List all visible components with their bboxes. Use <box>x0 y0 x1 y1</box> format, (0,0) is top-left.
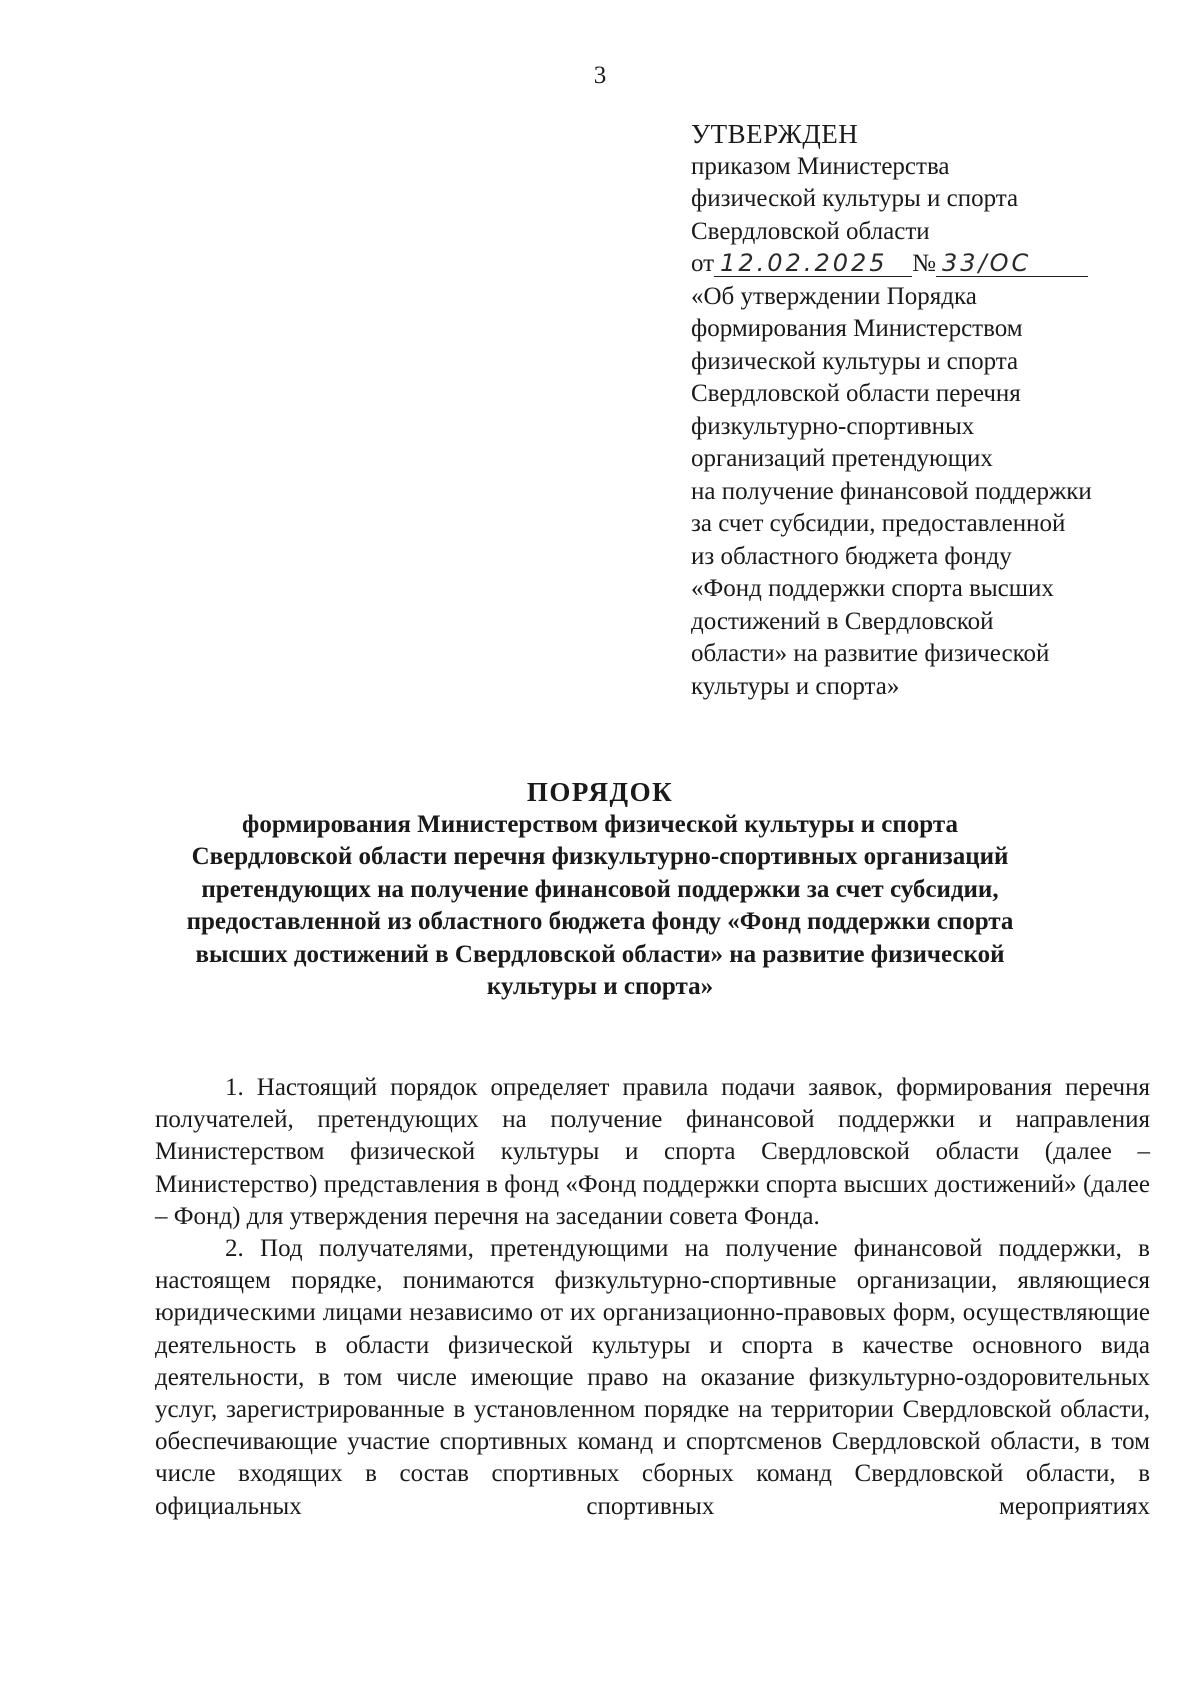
approval-title-line: за счет субсидии, предоставленной <box>691 510 1066 537</box>
paragraph-2: 2. Под получателями, претендующими на получение финансовой поддержки, в настоящем порядке, понимаются физкультурно-спортивные организации, являющиеся юридическими лицами независимо от их организационно-правовых форм, осуществляющие деятельность в области физической культуры и спорта в качестве основного вида деятельности, в том числе имеющие право на оказание физкультурно-оздоровительных услуг, зарегистрированные в установленном порядке на территории Свердловской области, обеспечивающие участие спортивных команд и спортсменов Свердловской области, в том числе входящих в состав спортивных сборных команд Свердловской области, в официальных спортивных мероприятиях <box>155 1235 1150 1520</box>
handwritten-date: 12.02.2025 <box>714 250 912 277</box>
approval-stamp: УТВЕРЖДЕН <box>691 119 859 149</box>
approval-line: физической культуры и спорта <box>691 185 1019 212</box>
approval-title-line: «Об утверждении Порядка <box>691 282 977 310</box>
approval-title-line: на получение финансовой поддержки <box>691 477 1092 505</box>
approval-title-line: достижений в Свердловской <box>691 607 994 635</box>
approval-title-line: Свердловской области перечня <box>691 380 1021 407</box>
paragraph-1: 1. Настоящий порядок определяет правила подачи заявок, формирования перечня получателей, претендующих на получение финансовой поддержки и направления Министерством физической культуры и спорта Свердловской области (далее – Министерство) представления в фонд «Фонд поддержки спорта высших достижений» (далее – Фонд) для утверждения перечня на заседании совета Фонда. <box>155 1074 1150 1230</box>
approval-line: приказом Министерства <box>691 152 950 180</box>
approval-title-line: культуры и спорта» <box>691 672 900 700</box>
approval-title-line: области» на развитие физической <box>691 640 1050 667</box>
date-prefix: от <box>691 250 715 277</box>
document-title <box>150 776 1050 1004</box>
number-prefix: № <box>912 250 936 277</box>
document-subtitle-line: культуры и спорта» <box>486 973 714 1000</box>
approval-title-line: «Фонд поддержки спорта высших <box>691 575 1054 602</box>
approval-title-line: организаций претендующих <box>691 445 993 472</box>
approval-title-line: физкультурно-спортивных <box>691 412 975 440</box>
document-subtitle-line: формирования Министерством физической культуры и спорта <box>242 810 958 838</box>
approval-title-line: формирования Министерством <box>691 315 1023 342</box>
document-heading: ПОРЯДОК <box>526 777 674 807</box>
document-subtitle-line: Свердловской области перечня физкультурно-спортивных организаций <box>191 843 1009 870</box>
page-number: 3 <box>593 62 607 89</box>
approval-date-line <box>691 248 1151 281</box>
approval-block <box>691 118 1151 703</box>
approval-title-line: из областного бюджета фонду <box>691 542 1012 570</box>
document-subtitle-line: высших достижений в Свердловской области» на развитие физической <box>195 940 1005 968</box>
document-subtitle-line: претендующих на получение финансовой поддержки за счет субсидии, <box>201 875 999 903</box>
document-body <box>155 1072 1150 1523</box>
handwritten-number: 33/ОС <box>936 250 1088 277</box>
document-subtitle-line: предоставленной из областного бюджета фонду «Фонд поддержки спорта <box>186 908 1014 935</box>
approval-title-line: физической культуры и спорта <box>691 347 1019 375</box>
approval-line: Свердловской области <box>691 217 930 245</box>
